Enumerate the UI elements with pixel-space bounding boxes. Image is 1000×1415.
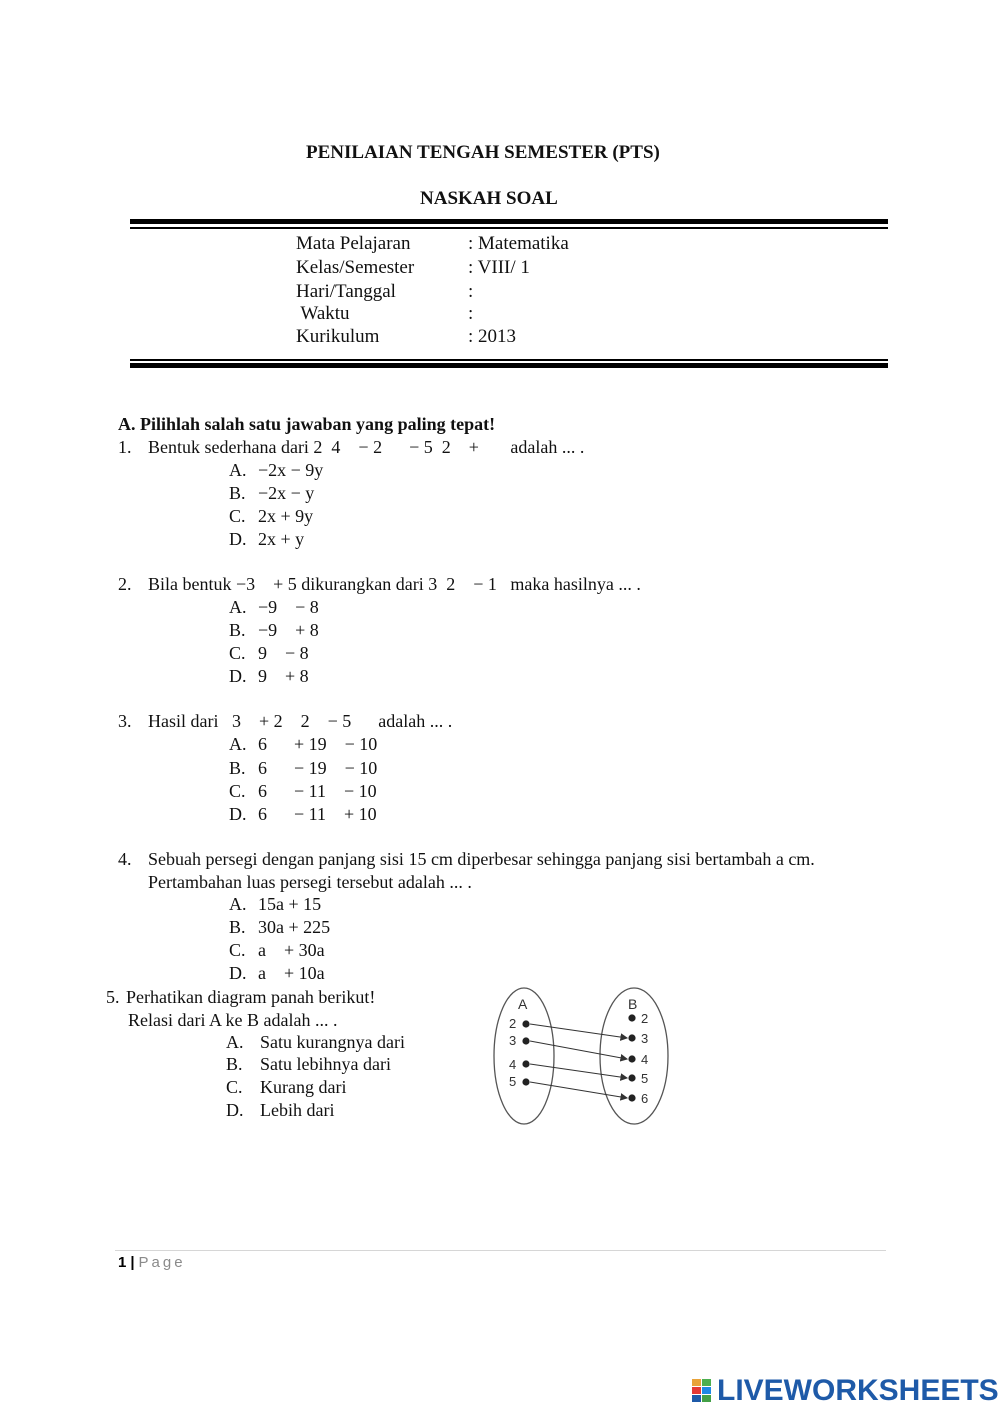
set-b-element: 6 <box>641 1091 649 1106</box>
set-a-element: 2 <box>509 1016 517 1031</box>
question-text: Bila bentuk −3 + 5 dikurangkan dari 3 2 − 1 maka hasilnya ... . <box>148 574 641 594</box>
option-letter: D. <box>226 1100 244 1120</box>
option-text: 6 − 11 + 10 <box>258 804 377 824</box>
question-text-line2: Pertambahan luas persegi tersebut adalah ... . <box>148 872 472 892</box>
option-letter: B. <box>229 483 246 503</box>
option-letter: A. <box>229 597 247 617</box>
set-b-point <box>628 1014 635 1021</box>
option-text: Kurang dari <box>260 1077 347 1097</box>
set-a-element: 4 <box>509 1057 517 1072</box>
option-letter: C. <box>229 643 246 663</box>
option-letter: D. <box>229 963 247 983</box>
option-text: 9 − 8 <box>258 643 309 663</box>
option-letter: C. <box>229 781 246 801</box>
info-label: Hari/Tanggal <box>296 281 396 302</box>
option-text: Satu kurangnya dari <box>260 1032 405 1052</box>
option-letter: A. <box>229 734 247 754</box>
relation-arrow <box>530 1064 627 1078</box>
question-text-line2: Relasi dari A ke B adalah ... . <box>128 1010 338 1030</box>
divider-bottom-thin <box>130 359 888 361</box>
divider-bottom-thick <box>130 363 888 368</box>
option-text: Satu lebihnya dari <box>260 1054 391 1074</box>
set-b-label: B <box>628 996 638 1012</box>
set-b-element: 5 <box>641 1071 649 1086</box>
logo-text: LIVEWORKSHEETS <box>717 1374 999 1407</box>
set-a-element: 3 <box>509 1033 517 1048</box>
logo-icon <box>691 1377 713 1405</box>
info-label: Kurikulum <box>296 326 380 347</box>
option-text: Lebih dari <box>260 1100 335 1120</box>
info-value: : <box>468 281 474 302</box>
set-b-element: 2 <box>641 1011 649 1026</box>
option-text: −2x − 9y <box>258 460 324 480</box>
set-a-point <box>522 1037 529 1044</box>
divider-top-thick <box>130 219 888 224</box>
option-text: 15a + 15 <box>258 894 322 914</box>
question-number: 3. <box>118 711 132 731</box>
option-text: 2x + 9y <box>258 506 314 526</box>
option-text: −2x − y <box>258 483 315 503</box>
page-number: 1 <box>118 1254 127 1271</box>
question-number: 4. <box>118 849 132 869</box>
question-text: Sebuah persegi dengan panjang sisi 15 cm diperbesar sehingga panjang sisi bertambah a cm. <box>148 849 815 869</box>
option-letter: B. <box>229 917 246 937</box>
page-title: PENILAIAN TENGAH SEMESTER (PTS) <box>306 142 660 163</box>
option-letter: C. <box>226 1077 243 1097</box>
divider-top-thin <box>130 227 888 229</box>
option-letter: C. <box>229 940 246 960</box>
question-text: Bentuk sederhana dari 2 4 − 2 − 5 2 + adalah ... . <box>148 437 585 457</box>
option-letter: D. <box>229 529 247 549</box>
relation-arrow <box>530 1041 627 1059</box>
option-text: 6 − 11 − 10 <box>258 781 377 801</box>
page-label: Page <box>138 1254 186 1271</box>
question-number: 1. <box>118 437 132 457</box>
option-text: a + 10a <box>258 963 325 983</box>
option-letter: B. <box>229 620 246 640</box>
set-a-point <box>522 1078 529 1085</box>
section-heading: A. Pilihlah salah satu jawaban yang paling tepat! <box>118 414 496 434</box>
question-number: 2. <box>118 574 132 594</box>
page-subtitle: NASKAH SOAL <box>420 188 558 209</box>
option-letter: B. <box>226 1054 243 1074</box>
liveworksheets-logo <box>691 1376 999 1406</box>
option-letter: A. <box>226 1032 244 1052</box>
option-letter: C. <box>229 506 246 526</box>
option-text: −9 + 8 <box>258 620 319 640</box>
question-text: Perhatikan diagram panah berikut! <box>126 987 376 1007</box>
set-b-point <box>628 1034 635 1041</box>
info-value: : Matematika <box>468 233 569 254</box>
info-value: : VIII/ 1 <box>468 257 530 278</box>
page-footer <box>118 1254 186 1271</box>
option-text: a + 30a <box>258 940 325 960</box>
option-text: 6 + 19 − 10 <box>258 734 378 754</box>
set-a-element: 5 <box>509 1074 517 1089</box>
set-b-point <box>628 1074 635 1081</box>
option-letter: A. <box>229 460 247 480</box>
set-b-element: 3 <box>641 1031 649 1046</box>
info-label: Mata Pelajaran <box>296 233 411 254</box>
info-value: : 2013 <box>468 326 517 347</box>
relation-arrow <box>530 1024 627 1038</box>
question-number: 5. <box>106 987 120 1007</box>
info-value: : <box>468 303 474 324</box>
option-letter: D. <box>229 804 247 824</box>
option-letter: A. <box>229 894 247 914</box>
option-text: 6 − 19 − 10 <box>258 758 378 778</box>
info-label: Waktu <box>296 303 350 324</box>
relation-arrow <box>530 1082 627 1098</box>
set-b-element: 4 <box>641 1052 649 1067</box>
page-separator: | <box>130 1254 135 1271</box>
set-b-point <box>628 1094 635 1101</box>
info-label: Kelas/Semester <box>296 257 415 278</box>
option-letter: B. <box>229 758 246 778</box>
option-text: 2x + y <box>258 529 305 549</box>
question-text: Hasil dari 3 + 2 2 − 5 adalah ... . <box>148 711 453 731</box>
option-letter: D. <box>229 666 247 686</box>
set-a-point <box>522 1020 529 1027</box>
option-text: −9 − 8 <box>258 597 319 617</box>
option-text: 9 + 8 <box>258 666 309 686</box>
footer-divider <box>115 1250 886 1251</box>
option-text: 30a + 225 <box>258 917 331 937</box>
set-a-label: A <box>518 996 528 1012</box>
arrow-diagram <box>480 985 680 1130</box>
set-b-point <box>628 1055 635 1062</box>
set-a-point <box>522 1060 529 1067</box>
